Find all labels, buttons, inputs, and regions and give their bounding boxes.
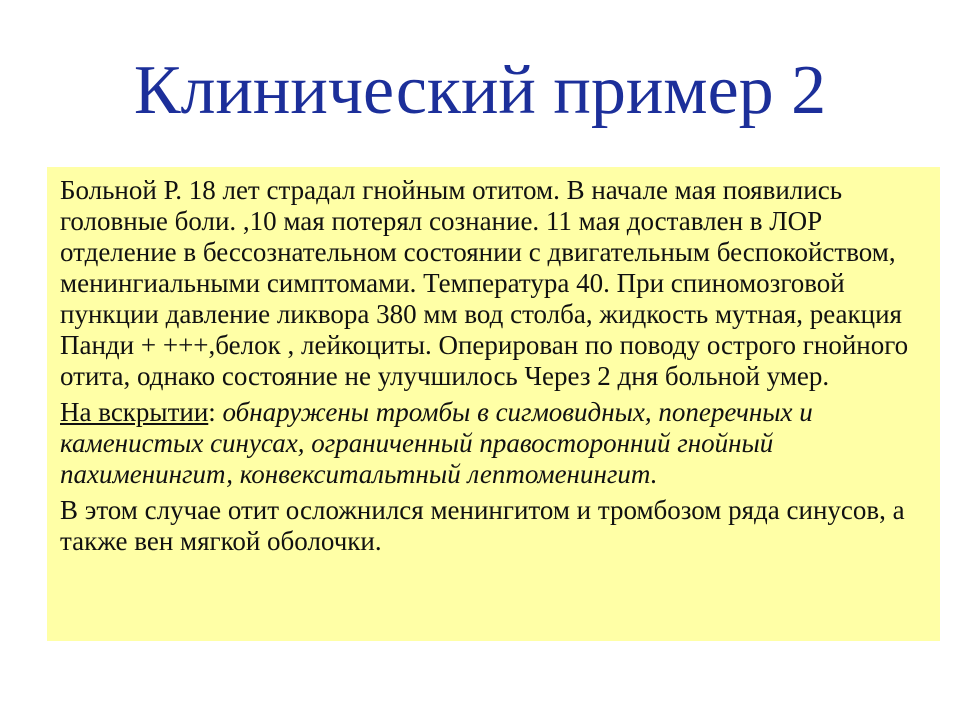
- conclusion-paragraph: В этом случае отит осложнился менингитом и тромбозом ряда синусов, а также вен мягкой оболочки.: [60, 495, 905, 556]
- autopsy-label: На вскрытии: [60, 397, 209, 427]
- case-description-box: [47, 167, 940, 641]
- autopsy-paragraph: [60, 397, 926, 490]
- autopsy-findings: обнаружены тромбы в сигмовидных, поперечных и каменистых синусах, ограниченный правосторонний гнойный пахименингит, конвекситальтный лептоменингит.: [60, 397, 813, 489]
- case-history-paragraph: Больной Р. 18 лет страдал гнойным отитом. В начале мая появились головные боли. ,10 мая потерял сознание. 11 мая доставлен в ЛОР отделение в бессознательном состоянии с двигательным беспокойством, менингиальными симптомами. Температура 40. При спиномозговой пункции давление ликвора 380 мм вод столба, жидкость мутная, реакция Панди + +++,белок , лейкоциты. Оперирован по поводу острого гнойного отита, однако состояние не улучшилось Через 2 дня больной умер.: [60, 175, 909, 391]
- autopsy-separator: :: [208, 397, 223, 427]
- slide-title: Клинический пример 2: [133, 52, 827, 129]
